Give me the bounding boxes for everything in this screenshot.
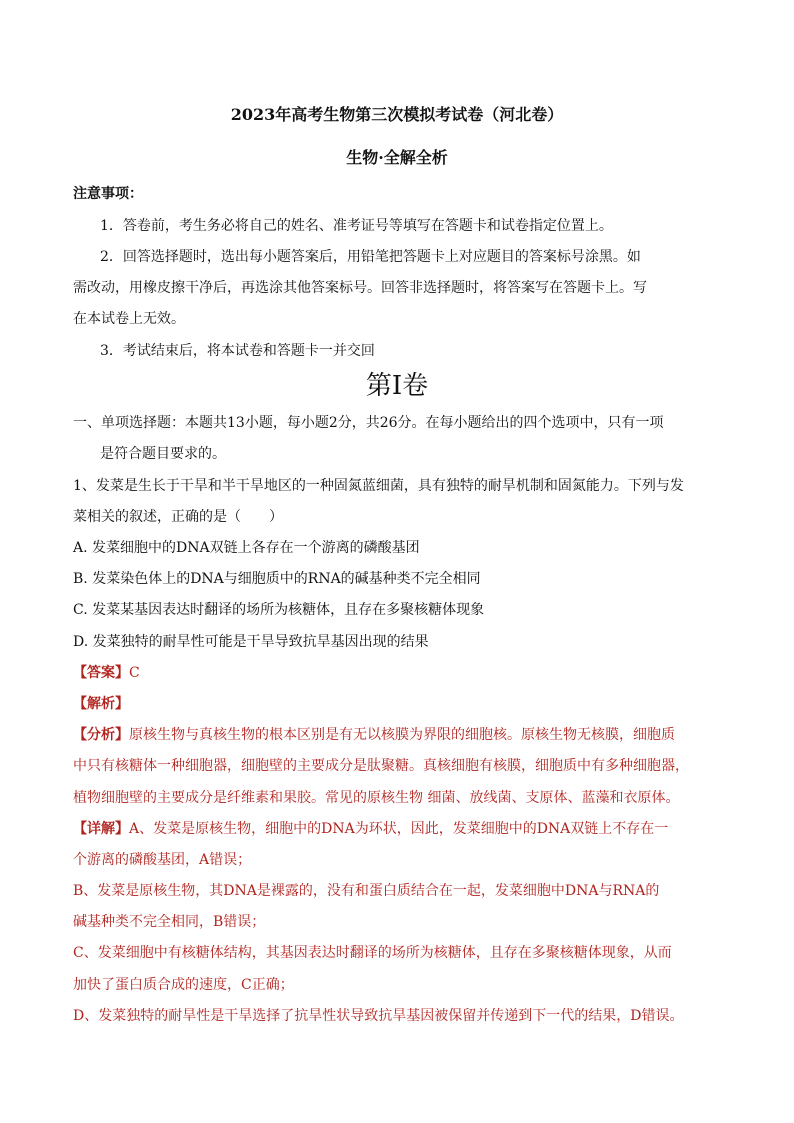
xiangjie-line-2: 个游离的磷酸基团，A错误； [73,852,252,868]
section-instruction-line-1: 一、单项选择题：本题共13小题，每小题2分，共26分。在每小题给出的四个选项中，只有一项 [73,415,664,431]
question-1-stem-line-1: 1、发菜是生长于干旱和半干旱地区的一种固氮蓝细菌，具有独特的耐旱机制和固氮能力。下列与发 [73,478,684,494]
fenxi-text-1: 原核生物与真核生物的根本区别是有无以核膜为界限的细胞核。原核生物无核膜，细胞质 [129,727,675,743]
answer-line [73,663,140,683]
fenxi-line-2: 中只有核糖体一种细胞器，细胞壁的主要成分是肽聚糖。真核细胞有核膜，细胞质中有多种细胞器， [73,758,689,774]
xiangjie-line-1 [73,819,668,839]
page-title: 2023年高考生物第三次模拟考试卷（河北卷） [230,105,564,124]
analysis-label: 【解析】 [73,696,129,712]
fenxi-label: 【分析】 [73,727,129,743]
notice-item-1: 1．答卷前，考生务必将自己的姓名、准考证号等填写在答题卡和试卷指定位置上。 [100,218,613,234]
fenxi-line-3: 植物细胞壁的主要成分是纤维素和果胶。常见的原核生物 细菌、放线菌、支原体、蓝藻和衣原体。 [73,790,680,806]
answer-label: 【答案】 [73,665,129,681]
xiangjie-text-1: A、发菜是原核生物，细胞中的DNA为环状，因此，发菜细胞中的DNA双链上不存在一 [129,821,669,837]
notice-heading: 注意事项： [73,186,143,202]
page-subtitle: 生物·全解全析 [346,148,448,167]
notice-item-2-line-3: 在本试卷上无效。 [73,311,185,327]
detail-b-line-1: B、发菜是原核生物，其DNA是裸露的，没有和蛋白质结合在一起，发菜细胞中DNA与RNA的 [73,883,660,899]
question-1-option-a: A. 发菜细胞中的DNA双链上各存在一个游离的磷酸基团 [73,540,420,556]
notice-item-2-line-2: 需改动，用橡皮擦干净后，再选涂其他答案标号。回答非选择题时，将答案写在答题卡上。写 [73,280,647,296]
detail-c-line-1: C、发菜细胞中有核糖体结构，其基因表达时翻译的场所为核糖体，且存在多聚核糖体现象，从而 [73,945,672,961]
detail-d-line-1: D、发菜独特的耐旱性是干旱选择了抗旱性状导致抗旱基因被保留并传递到下一代的结果，D错误。 [73,1008,684,1024]
fenxi-line-1 [73,725,675,745]
section-instruction-line-2: 是符合题目要求的。 [100,446,226,462]
question-1-stem-line-2: 菜相关的叙述，正确的是（ ） [73,509,283,525]
notice-item-2-line-1: 2．回答选择题时，选出每小题答案后，用铅笔把答题卡上对应题目的答案标号涂黑。如 [100,249,641,265]
question-1-option-d: D. 发菜独特的耐旱性可能是干旱导致抗旱基因出现的结果 [73,634,429,650]
notice-item-3: 3．考试结束后，将本试卷和答题卡一并交回 [100,343,375,359]
detail-c-line-2: 加快了蛋白质合成的速度，C正确； [73,977,294,993]
question-1-option-c: C. 发菜某基因表达时翻译的场所为核糖体，且存在多聚核糖体现象 [73,602,485,618]
detail-b-line-2: 碱基种类不完全相同，B错误； [73,914,266,930]
question-1-option-b: B. 发菜染色体上的DNA与细胞质中的RNA的碱基种类不完全相同 [73,571,481,587]
answer-value: C [129,665,140,681]
section-title: 第Ⅰ卷 [365,371,429,401]
xiangjie-label: 【详解】 [73,821,129,837]
